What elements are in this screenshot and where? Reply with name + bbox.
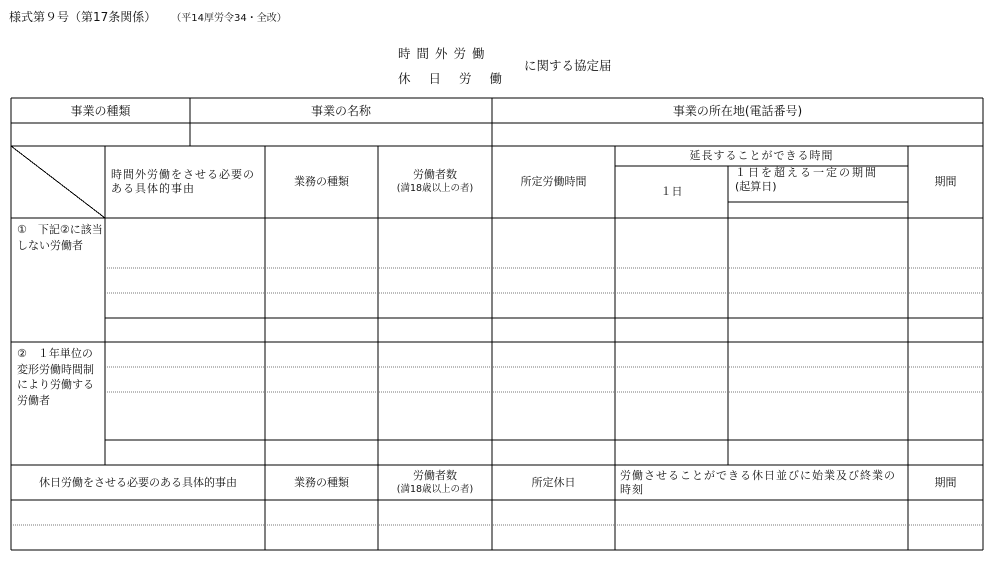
- holiday-job-type-header: 業務の種類: [294, 475, 349, 489]
- overtime-job-type-header: 業務の種類: [294, 175, 349, 188]
- holiday-workers-label: 労働者数: [413, 468, 457, 482]
- holiday-reason-header: 休日労働をさせる必要のある具体的事由: [39, 475, 237, 489]
- allowed-holiday-hours-header: 労働させることができる休日並びに始業及び終業の時刻: [620, 468, 896, 496]
- overtime-period-header: 期間: [934, 175, 957, 188]
- start-day-label: (起算日): [735, 180, 777, 193]
- amendment-note: （平14厚労令34・全改）: [176, 13, 287, 24]
- workers-sub-label: (満18歳以上の者): [396, 183, 474, 194]
- business-type-header: 事業の種類: [70, 103, 131, 118]
- holiday-workers-sub-label: (満18歳以上の者): [396, 483, 474, 495]
- scheduled-hours-header: 所定労働時間: [520, 175, 587, 188]
- one-day-header: １日: [660, 185, 683, 198]
- period-over-day-label: １日を超える一定の期間: [735, 166, 878, 179]
- title-line1: 時間外労働: [398, 46, 491, 61]
- diagonal-line: [11, 146, 105, 218]
- row2-stub-label: ② １年単位の変形労働時間制により労働する労働者: [17, 347, 94, 407]
- row1-stub-label: ① 下記②に該当しない労働者: [17, 223, 103, 252]
- holiday-period-header: 期間: [934, 475, 957, 489]
- title-suffix: に関する協定届: [524, 58, 612, 73]
- overtime-workers-header: [378, 146, 492, 218]
- overtime-reason-header: 時間外労働をさせる必要のある具体的事由: [111, 168, 255, 195]
- period-over-day-header: [735, 166, 907, 202]
- form-label: 様式第９号（第17条関係）: [9, 10, 157, 24]
- holiday-workers-header: [378, 465, 492, 500]
- business-name-header: 事業の名称: [310, 103, 371, 118]
- title-line2: 休日労働: [398, 71, 521, 86]
- business-location-header: 事業の所在地(電話番号): [672, 103, 803, 118]
- workers-label: 労働者数: [413, 168, 457, 181]
- extension-hours-header: 延長することができる時間: [689, 149, 834, 162]
- scheduled-holiday-header: 所定休日: [531, 475, 576, 489]
